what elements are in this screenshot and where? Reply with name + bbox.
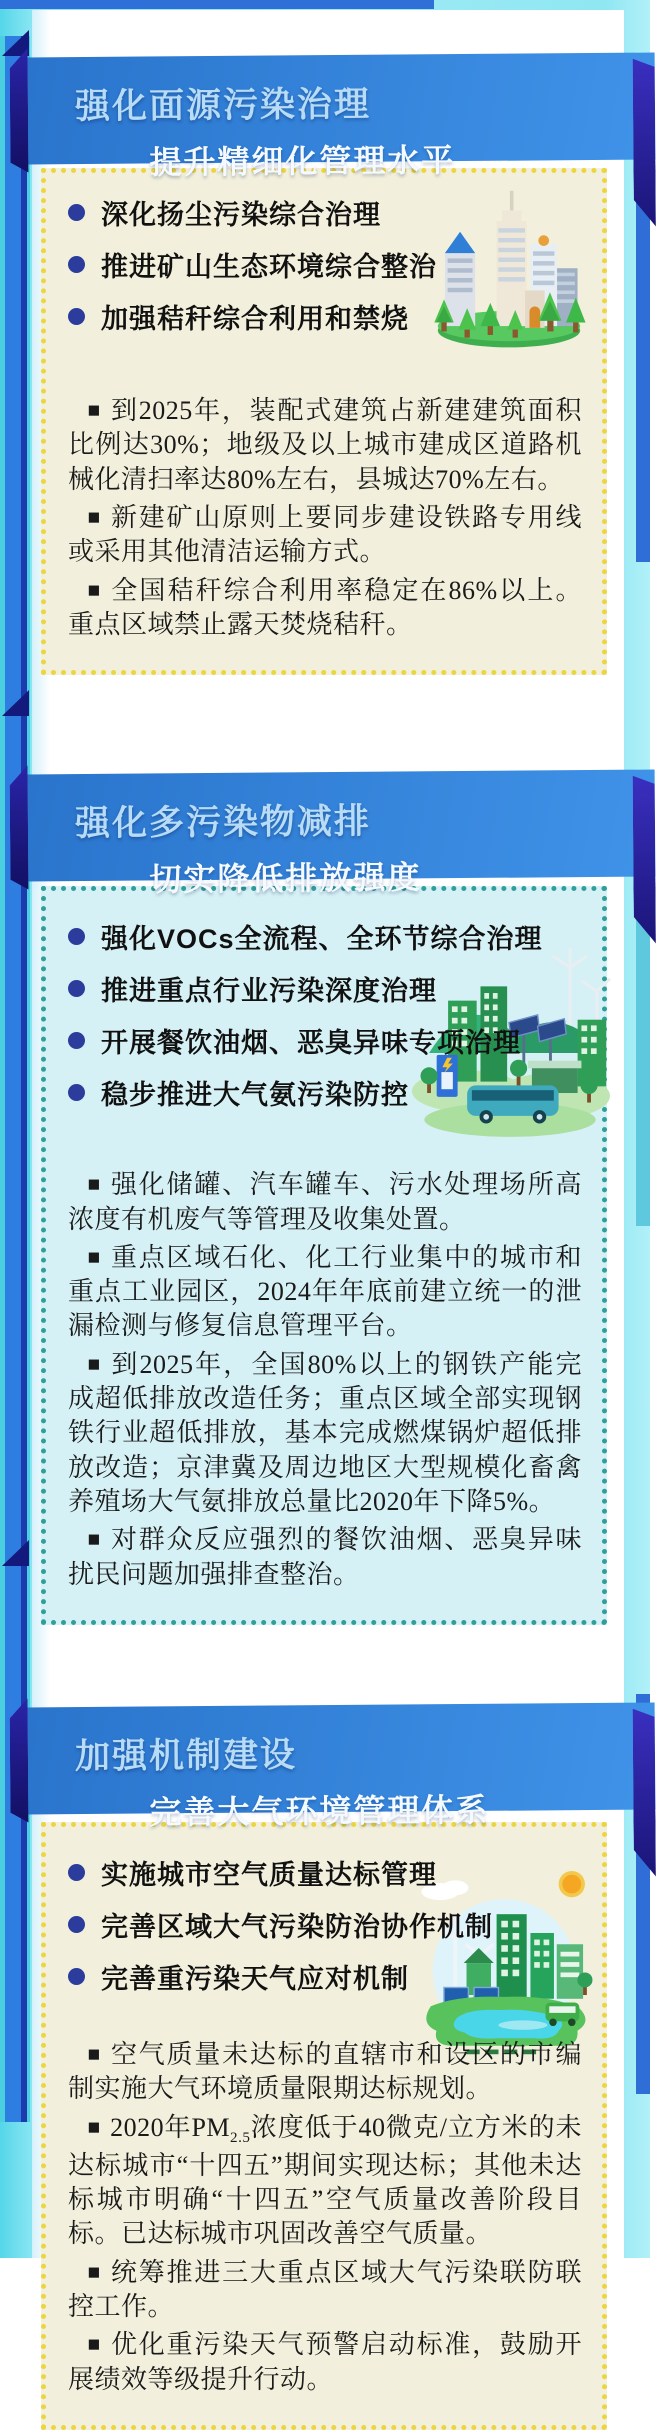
key-point-text: 深化扬尘污染综合治理 <box>101 200 381 230</box>
section-subtitle: 提升精细化管理水平 <box>149 142 456 181</box>
key-point-item <box>68 969 582 1008</box>
section-banner <box>27 1702 656 1831</box>
square-bullet-icon: ■ <box>87 2259 102 2284</box>
section-banner <box>27 770 656 898</box>
key-point-item <box>68 297 582 336</box>
policy-paragraphs <box>68 1168 582 1592</box>
policy-paragraph: ■ 到2025年，装配式建筑占新建建筑面积比例达30%；地级及以上城市建成区道路机械化清扫率达80%左右，县城达70%左右。 <box>68 396 582 494</box>
policy-paragraph: ■ 优化重污染天气预警启动标准，鼓励开展绩效等级提升行动。 <box>68 2330 582 2394</box>
bullet-dot-icon <box>68 928 85 945</box>
key-point-text: 开展餐饮油烟、恶臭异味专项治理 <box>101 1028 521 1059</box>
square-bullet-icon: ■ <box>87 1527 102 1552</box>
square-bullet-icon: ■ <box>87 2114 102 2139</box>
key-point-text: 稳步推进大气氨污染防控 <box>101 1080 409 1111</box>
key-point-item <box>68 245 582 284</box>
key-point-item <box>68 1073 582 1112</box>
policy-paragraph: ■ 重点区域石化、化工行业集中的城市和重点工业园区，2024年年底前建立统一的泄漏检测与修复信息管理平台。 <box>68 1242 582 1341</box>
section-title: 强化面源污染治理 <box>74 84 372 127</box>
bullet-dot-icon <box>68 308 85 325</box>
section-title: 加强机制建设 <box>74 1735 298 1777</box>
section-multi-pollutant-reduction <box>32 772 624 1625</box>
key-point-text: 加强秸秆综合利用和禁烧 <box>101 304 409 334</box>
section-mechanism-building <box>32 1705 624 2430</box>
policy-paragraph: ■ 强化储罐、汽车罐车、污水处理场所高浓度有机废气等管理及收集处置。 <box>68 1170 582 1234</box>
square-bullet-icon: ■ <box>87 398 102 422</box>
section-title: 强化多污染物减排 <box>74 801 372 844</box>
policy-paragraph-pm25: ■ 2020年$PM_{2.5}$浓度低于40微克/立方米的未达标城市“十四五”期间实现达标；其他未达标城市明确“十四五”空气质量改善阶段目标。已达标城市巩固改善空气质量。 <box>68 2112 582 2249</box>
key-point-text: 完善区域大气污染防治协作机制 <box>101 1911 493 1942</box>
key-point-text: 完善重污染天气应对机制 <box>101 1963 409 1994</box>
section-subtitle: 切实降低排放强度 <box>149 859 422 898</box>
bullet-dot-icon <box>68 1916 85 1933</box>
section-card <box>41 886 607 1625</box>
square-bullet-icon: ■ <box>87 504 102 529</box>
bullet-dot-icon <box>68 256 85 273</box>
policy-paragraph: ■ 对群众反应强烈的餐饮油烟、恶臭异味扰民问题加强排查整治。 <box>68 1525 582 1589</box>
pm25-subscript: 2.5 <box>230 2129 251 2146</box>
bullet-dot-icon <box>68 1032 85 1049</box>
square-bullet-icon: ■ <box>87 1244 102 1269</box>
key-point-text: 实施城市空气质量达标管理 <box>101 1859 437 1890</box>
square-bullet-icon: ■ <box>87 577 103 602</box>
square-bullet-icon: ■ <box>87 2041 102 2066</box>
bullet-dot-icon <box>68 1864 85 1881</box>
policy-paragraph: ■ 新建矿山原则上要同步建设铁路专用线或采用其他清洁运输方式。 <box>68 502 582 567</box>
key-point-item <box>68 1853 582 1892</box>
key-point-item <box>68 1905 582 1944</box>
policy-paragraphs <box>68 394 582 642</box>
content-panel <box>32 10 624 2394</box>
key-point-text: 推进重点行业污染深度治理 <box>101 976 437 1007</box>
square-bullet-icon: ■ <box>87 2332 102 2357</box>
bullet-dot-icon <box>68 1968 85 1985</box>
section-card <box>41 1822 607 2430</box>
key-point-item <box>68 193 582 232</box>
policy-paragraph: ■ 统筹推进三大重点区域大气污染联防联控工作。 <box>68 2257 582 2321</box>
key-points-list <box>68 917 582 1112</box>
bullet-dot-icon <box>68 980 85 997</box>
square-bullet-icon: ■ <box>87 1351 103 1376</box>
section-area-source-pollution <box>32 55 624 675</box>
policy-paragraph: ■ 到2025年，全国80%以上的钢铁产能完成超低排放改造任务；重点区域全部实现钢铁行业超低排放，基本完成燃煤锅炉超低排放改造；京津冀及周边地区大型规模化畜禽养殖场大气氨排放总量比2020年下降5%。 <box>68 1349 582 1516</box>
section-banner <box>27 53 656 181</box>
top-ribbon-strip <box>0 0 434 9</box>
square-bullet-icon: ■ <box>87 1172 102 1197</box>
key-points-list <box>68 193 582 336</box>
key-point-item <box>68 1957 582 1996</box>
bullet-dot-icon <box>68 204 85 221</box>
policy-paragraph: ■ 全国秸秆综合利用率稳定在86%以上。重点区域禁止露天焚烧秸秆。 <box>68 575 582 639</box>
right-ribbon <box>636 172 650 562</box>
policy-paragraph: ■ 空气质量未达标的直辖市和设区的市编制实施大气环境质量限期达标规划。 <box>68 2039 582 2104</box>
key-point-item <box>68 1021 582 1060</box>
key-point-text: 推进矿山生态环境综合整治 <box>101 252 437 282</box>
policy-paragraphs <box>68 2038 582 2397</box>
key-point-item <box>68 917 582 956</box>
key-point-text: 强化VOCs全流程、全环节综合治理 <box>101 924 543 955</box>
section-card <box>41 168 607 675</box>
key-points-list <box>68 1853 582 1996</box>
section-subtitle: 完善大气环境管理体系 <box>149 1791 490 1831</box>
bullet-dot-icon <box>68 1084 85 1101</box>
